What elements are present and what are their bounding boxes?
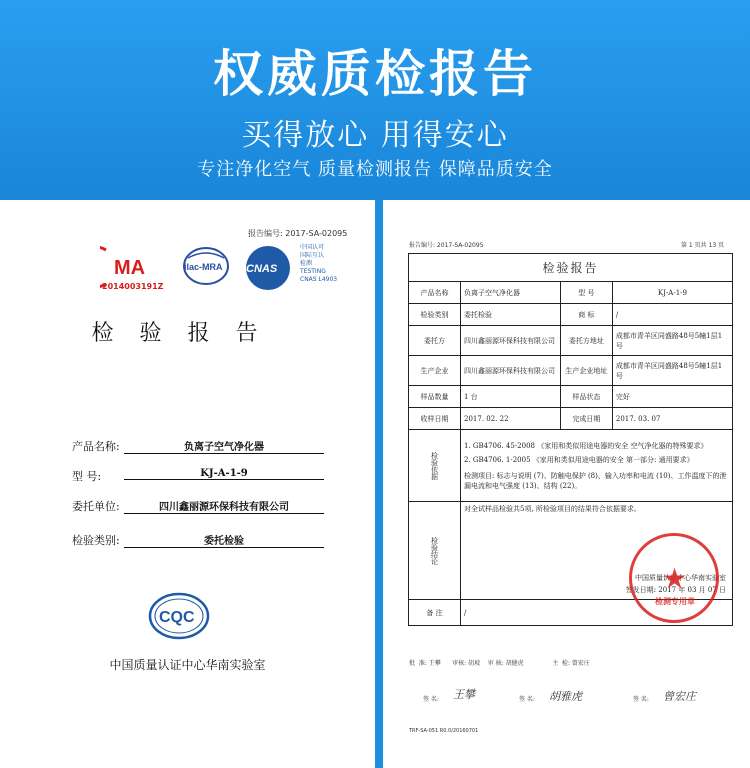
cnas-logo (240, 244, 350, 292)
report-detail-page (383, 200, 750, 768)
page-title: 权威质检报告 (213, 45, 537, 103)
form-footer: TRF-SA-051 R0.0/20160701 (409, 728, 479, 734)
detail-report-no: 报告编号: 2017-SA-02095 (409, 242, 484, 249)
signature-1-label: 签 名: (423, 696, 439, 703)
signature-3: 曾宏庄 (663, 690, 696, 703)
page-info: 第 1 页共 13 页 (681, 242, 725, 249)
cma-code: 2014003191Z (102, 282, 164, 291)
report-table-title: 检验报告 (409, 254, 733, 282)
subtitle: 买得放心 用得安心 (241, 118, 509, 153)
cqc-logo-text: CQC (159, 609, 195, 626)
report-table: 检验报告 产品名称 负离子空气净化器 型 号 KJ-A-1-9 检验类别 委托检验 商 标 / 委托方 四川鑫丽源环保科技有限公司 委托方地址 成都市青羊区同盛路48号5幢1层1号 生产企业 四川鑫丽源环保科技有限公司 生产企业地址 成都市青羊区同盛路48号5幢1层1号 样品数量 1 台 样品状态 完好 收样日期 2017. 02. 22 完成日期 2017. 03. 07 检验依据 1. GB4706. 45-2008 《家用和类似用途电器的安全 空气净化器的特殊要求》 2. GB4706. 1-2005 《家用和类似用途电器的安全 第一部分: 通用要求》 检测项目: 标志与说明 (7)、防触电保护 (8)、输入功率和电流 (10)、工作温度下的泄漏电流和电气强度 (13)、结构 (22)。 检验结论 对全试样品检验共5项, 所检验项目的结果符合依据要求。 中国质量认证中心华南实验室 签发日期: 2017 年 03 月 07 日 备 注 / (408, 253, 733, 626)
field-model: 型 号: KJ-A-1-9 (72, 468, 352, 488)
cover-report-no: 报告编号: 2017-SA-02095 (248, 229, 348, 238)
cover-doc-title: 检验报告 (91, 321, 284, 346)
field-client: 委托单位: 四川鑫丽源环保科技有限公司 (72, 498, 352, 518)
signature-1: 王攀 (453, 688, 475, 701)
cma-logo (100, 244, 164, 292)
basis-content: 1. GB4706. 45-2008 《家用和类似用途电器的安全 空气净化器的特殊要求》 2. GB4706. 1-2005 《家用和类似用途电器的安全 第一部分: 通用要求》 检测项目: 标志与说明 (7)、防触电保护 (8)、输入功率和电流 (10)、工作温度下的泄漏电流和电气强度 (13)、结构 (22)。 (461, 430, 733, 502)
signature-3-label: 签 名: (633, 696, 649, 703)
basis-label: 检验依据 (409, 430, 461, 502)
field-product: 产品名称: 负离子空气净化器 (72, 438, 352, 458)
cqc-logo (148, 592, 210, 640)
ilac-logo-text: ilac-MRA (184, 262, 223, 272)
signature-2: 胡雅虎 (549, 690, 582, 703)
tagline: 专注净化空气 质量检测报告 保障品质安全 (197, 159, 553, 180)
signature-2-label: 签 名: (519, 696, 535, 703)
lab-name: 中国质量认证中心华南实验室 (109, 658, 266, 672)
seal-star-icon: ★ (662, 562, 688, 595)
inspection-seal: ★ 检测专用章 (629, 533, 719, 623)
cma-logo-text: MA (114, 257, 146, 279)
result-content: 对全试样品检验共5项, 所检验项目的结果符合依据要求。 中国质量认证中心华南实验室 签发日期: 2017 年 03 月 07 日 (461, 502, 733, 600)
cnas-text: 中国认可 国际互认 检测 TESTING CNAS L4903 (300, 244, 338, 283)
result-label: 检验结论 (409, 502, 461, 600)
ilac-mra-logo (180, 244, 232, 292)
sign-row: 批 准: 王攀 审核: 胡坡 审 核: 胡健虎 主 检: 曾宏庄 (409, 660, 590, 667)
report-cover-page (0, 200, 375, 768)
field-inspect-type: 检验类别: 委托检验 (72, 532, 352, 552)
cnas-logo-text: CNAS (246, 263, 278, 275)
